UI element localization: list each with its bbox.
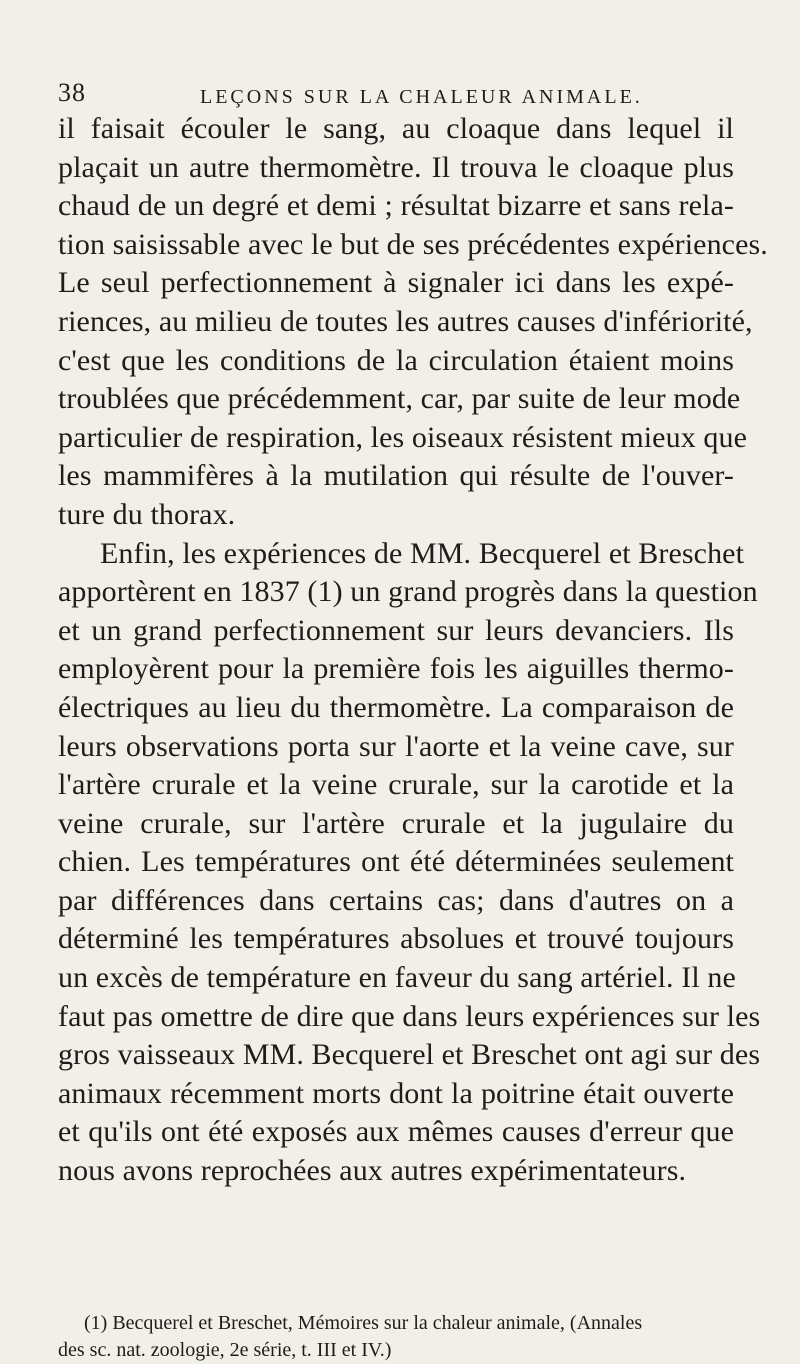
running-head: LEÇONS SUR LA CHALEUR ANIMALE. [200, 86, 643, 108]
text-line: électriques au lieu du thermomètre. La comparaison de [58, 690, 734, 724]
text-line: déterminé les températures absolues et trouvé toujours [58, 922, 734, 956]
text-line: chien. Les températures ont été déterminées seulement [58, 845, 734, 879]
text-line: veine crurale, sur l'artère crurale et la jugulaire du [58, 806, 734, 840]
text-line: chaud de un degré et demi ; résultat bizarre et sans rela- [58, 189, 734, 223]
text-line: l'artère crurale et la veine crurale, sur la carotide et la [58, 768, 734, 802]
text-line: ture du thorax. [58, 497, 236, 531]
page-body [58, 110, 768, 1191]
text-line: nous avons reprochées aux autres expérimentateurs. [58, 1154, 687, 1188]
text-line: animaux récemment morts dont la poitrine était ouverte [58, 1076, 734, 1110]
text-line: particulier de respiration, les oiseaux résistent mieux que [58, 420, 748, 454]
footnote [58, 1310, 734, 1364]
page-number: 38 [58, 78, 86, 107]
text-line: par différences dans certains cas; dans d'autres on a [58, 883, 734, 917]
text-line: Le seul perfectionnement à signaler ici dans les expé- [58, 266, 734, 300]
text-line: employèrent pour la première fois les aiguilles thermo- [58, 652, 734, 686]
text-line: et un grand perfectionnement sur leurs devanciers. Ils [58, 613, 734, 647]
text-line: gros vaisseaux MM. Becquerel et Breschet ont agi sur des [58, 1038, 761, 1072]
page-header [58, 78, 734, 110]
text-line: c'est que les conditions de la circulation étaient moins [58, 343, 734, 377]
text-line: leurs observations porta sur l'aorte et la veine cave, sur [58, 729, 734, 763]
text-line: riences, au milieu de toutes les autres causes d'infériorité, [58, 304, 753, 338]
text-line: plaçait un autre thermomètre. Il trouva le cloaque plus [58, 150, 734, 184]
text-line: troublées que précédemment, car, par suite de leur mode [58, 382, 741, 416]
text-line: apportèrent en 1837 (1) un grand progrès dans la question [58, 575, 758, 609]
text-line: faut pas omettre de dire que dans leurs expériences sur les [58, 999, 761, 1033]
text-line: et qu'ils ont été exposés aux mêmes causes d'erreur que [58, 1115, 734, 1149]
paragraph-2 [58, 535, 761, 1191]
text-line: les mammifères à la mutilation qui résulte de l'ouver- [58, 459, 734, 493]
text-line: un excès de température en faveur du sang artériel. Il ne [58, 961, 736, 995]
text-line: Enfin, les expériences de MM. Becquerel et Breschet [100, 536, 745, 570]
paragraph-1 [58, 110, 768, 535]
text-line: tion saisissable avec le but de ses précédentes expériences. [58, 227, 768, 261]
footnote-line: des sc. nat. zoologie, 2e série, t. III et IV.) [58, 1339, 392, 1361]
text-line: il faisait écouler le sang, au cloaque dans lequel il [58, 112, 734, 145]
footnote-line: (1) Becquerel et Breschet, Mémoires sur la chaleur animale, (Annales [84, 1312, 643, 1334]
